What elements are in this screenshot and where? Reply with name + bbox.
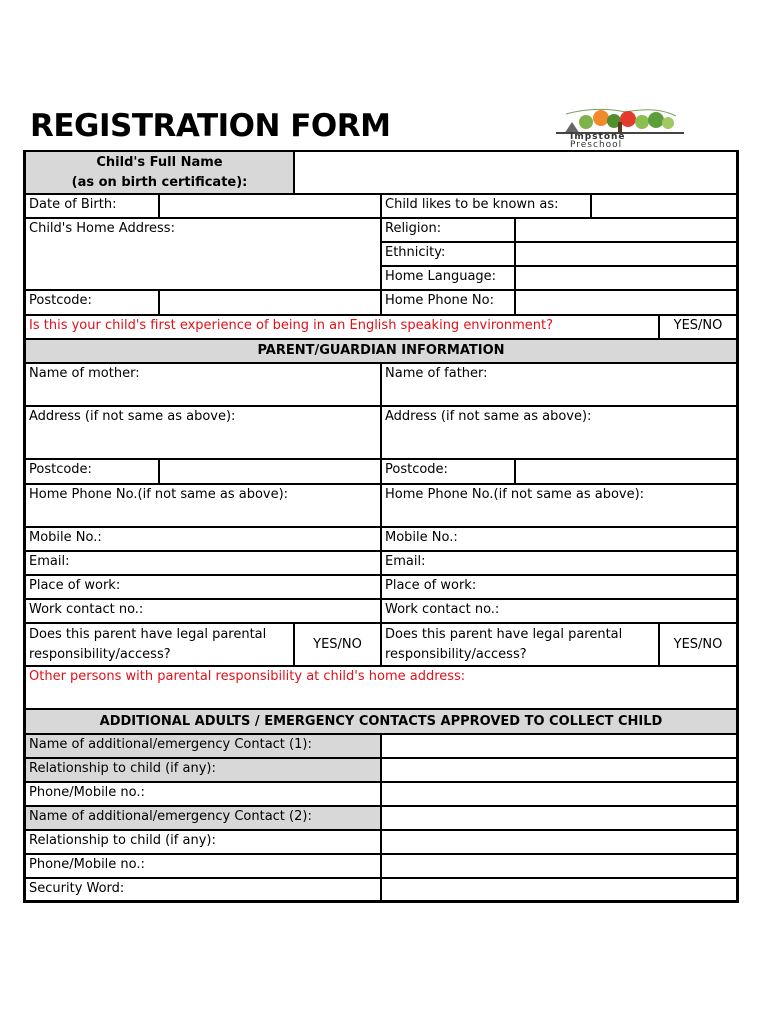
child-full-name-label-line2: (as on birth certificate): (71, 175, 248, 190)
mother-legal-question-line1: Does this parent have legal parental (29, 627, 267, 642)
father-postcode-label: Postcode: (381, 459, 515, 484)
father-address-field[interactable] (381, 406, 737, 459)
child-full-name-label (25, 151, 294, 194)
father-legal-question (381, 623, 659, 666)
mother-work-contact-label: Work contact no.: (29, 602, 144, 617)
other-persons-field[interactable] (25, 666, 737, 709)
mother-legal-question-line2: responsibility/access? (29, 647, 171, 662)
mother-legal-question (25, 623, 294, 666)
mother-address-label: Address (if not same as above): (29, 409, 236, 424)
known-as-label: Child likes to be known as: (381, 194, 591, 218)
english-environment-question: Is this your child's first experience of being in an English speaking environment? (25, 315, 659, 339)
father-email-field[interactable] (381, 551, 737, 575)
father-mobile-label: Mobile No.: (385, 530, 458, 545)
mother-home-phone-label: Home Phone No.(if not same as above): (29, 487, 289, 502)
mother-legal-answer[interactable]: YES/NO (294, 623, 381, 666)
child-postcode-label: Postcode: (25, 290, 159, 315)
home-phone-field[interactable] (515, 290, 737, 315)
dob-field[interactable] (159, 194, 381, 218)
contact2-name-field[interactable] (381, 806, 737, 830)
contact1-phone-field[interactable] (381, 782, 737, 806)
father-postcode-field[interactable] (515, 459, 737, 484)
english-environment-answer[interactable]: YES/NO (659, 315, 737, 339)
preschool-logo (556, 108, 684, 150)
mother-work-label: Place of work: (29, 578, 121, 593)
mother-name-field[interactable] (25, 363, 381, 406)
mother-name-label: Name of mother: (29, 366, 140, 381)
contact2-phone-field[interactable] (381, 854, 737, 878)
logo-name-line2: Preschool (570, 140, 623, 150)
father-name-label: Name of father: (385, 366, 488, 381)
child-full-name-field[interactable] (294, 151, 737, 194)
mother-mobile-label: Mobile No.: (29, 530, 102, 545)
father-home-phone-field[interactable] (381, 484, 737, 527)
contact1-name-label: Name of additional/emergency Contact (1): (25, 734, 381, 758)
contact1-name-field[interactable] (381, 734, 737, 758)
security-word-field[interactable] (381, 878, 737, 901)
mother-email-label: Email: (29, 554, 70, 569)
child-address-field[interactable] (25, 218, 381, 290)
mother-postcode-field[interactable] (159, 459, 381, 484)
ethnicity-label: Ethnicity: (381, 242, 515, 266)
father-work-contact-label: Work contact no.: (385, 602, 500, 617)
mother-mobile-field[interactable] (25, 527, 381, 551)
contact1-relationship-label: Relationship to child (if any): (25, 758, 381, 782)
contact2-phone-label: Phone/Mobile no.: (25, 854, 381, 878)
father-legal-question-line1: Does this parent have legal parental (385, 627, 623, 642)
logo-name-line1: Impstone (570, 132, 626, 142)
father-name-field[interactable] (381, 363, 737, 406)
child-address-label: Child's Home Address: (29, 221, 175, 236)
father-home-phone-label: Home Phone No.(if not same as above): (385, 487, 645, 502)
contact2-name-label: Name of additional/emergency Contact (2): (25, 806, 381, 830)
contact2-relationship-label: Relationship to child (if any): (25, 830, 381, 854)
father-legal-answer[interactable]: YES/NO (659, 623, 737, 666)
mother-address-field[interactable] (25, 406, 381, 459)
mother-home-phone-field[interactable] (25, 484, 381, 527)
father-work-label: Place of work: (385, 578, 477, 593)
child-postcode-field[interactable] (159, 290, 381, 315)
child-full-name-label-line1: Child's Full Name (96, 155, 223, 170)
father-address-label: Address (if not same as above): (385, 409, 592, 424)
contacts-section-header: ADDITIONAL ADULTS / EMERGENCY CONTACTS APPROVED TO COLLECT CHILD (25, 709, 737, 734)
father-work-contact-field[interactable] (381, 599, 737, 623)
home-language-field[interactable] (515, 266, 737, 290)
mother-email-field[interactable] (25, 551, 381, 575)
father-email-label: Email: (385, 554, 426, 569)
contact2-relationship-field[interactable] (381, 830, 737, 854)
contact1-phone-label: Phone/Mobile no.: (25, 782, 381, 806)
father-legal-question-line2: responsibility/access? (385, 647, 527, 662)
known-as-field[interactable] (591, 194, 737, 218)
home-phone-label: Home Phone No: (381, 290, 515, 315)
tree-logo-icon (556, 108, 684, 134)
mother-work-contact-field[interactable] (25, 599, 381, 623)
mother-postcode-label: Postcode: (25, 459, 159, 484)
security-word-label: Security Word: (25, 878, 381, 901)
father-work-field[interactable] (381, 575, 737, 599)
form-title: REGISTRATION FORM (30, 108, 391, 144)
ethnicity-field[interactable] (515, 242, 737, 266)
father-mobile-field[interactable] (381, 527, 737, 551)
mother-work-field[interactable] (25, 575, 381, 599)
religion-field[interactable] (515, 218, 737, 242)
dob-label: Date of Birth: (25, 194, 159, 218)
other-persons-label: Other persons with parental responsibility at child's home address: (29, 669, 466, 684)
home-language-label: Home Language: (381, 266, 515, 290)
contact1-relationship-field[interactable] (381, 758, 737, 782)
religion-label: Religion: (381, 218, 515, 242)
parent-section-header: PARENT/GUARDIAN INFORMATION (25, 339, 737, 363)
